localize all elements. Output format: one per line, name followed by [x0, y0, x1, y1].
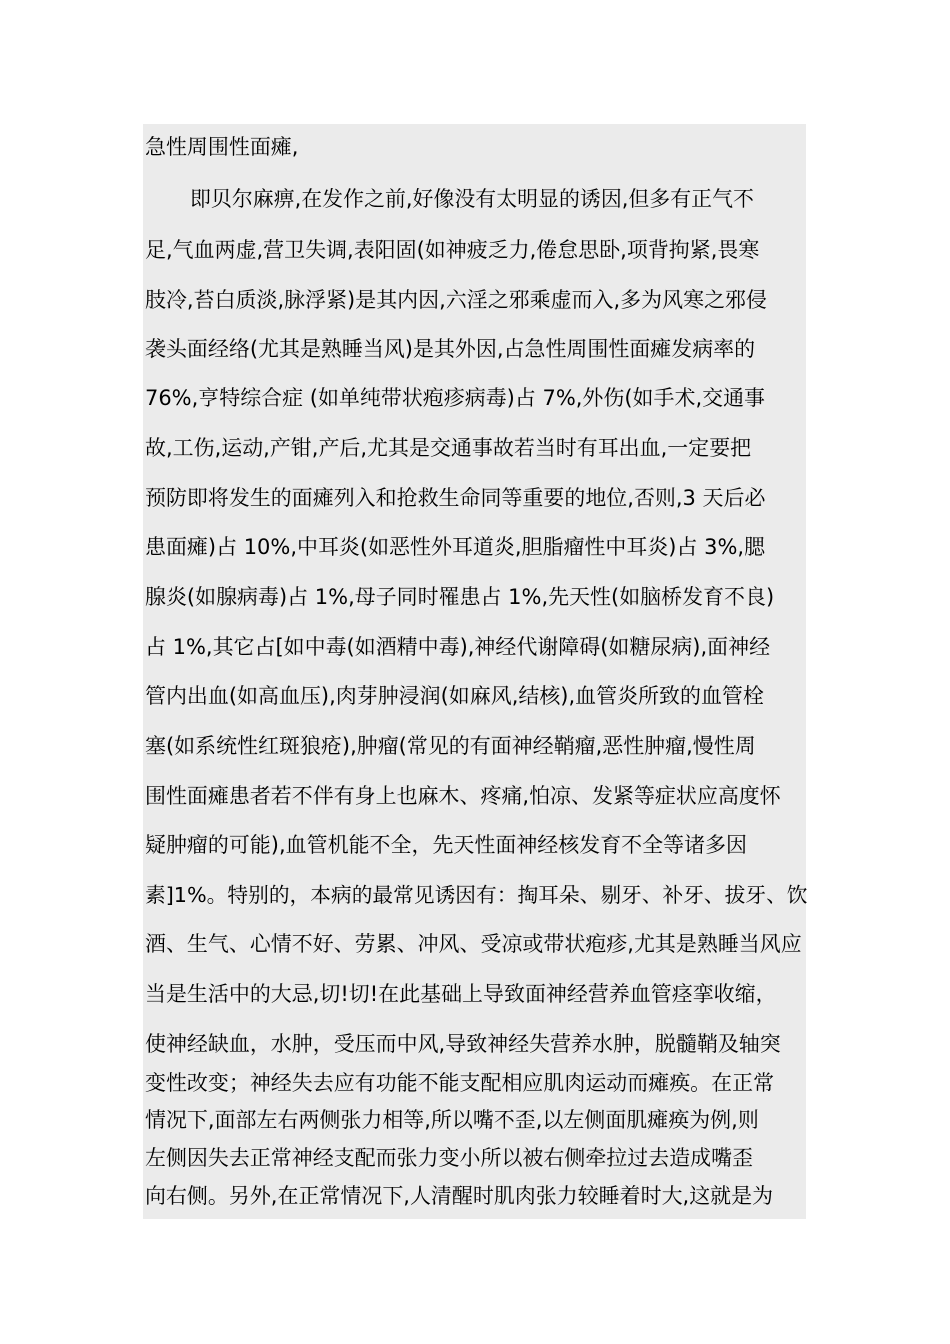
paragraph-line: 疑肿瘤的可能),血管机能不全，先天性面神经核发育不全等诸多因	[145, 833, 747, 857]
paragraph-line: 袭头面经络(尤其是熟睡当风)是其外因,占急性周围性面瘫发病率的	[145, 337, 756, 361]
paragraph-line: 酒、生气、心情不好、劳累、冲风、受凉或带状疱疹,尤其是熟睡当风应	[145, 932, 802, 956]
paragraph-line: 左侧因失去正常神经支配而张力变小所以被右侧牵拉过去造成嘴歪	[145, 1146, 754, 1170]
paragraph-line: 当是生活中的大忌,切!切!在此基础上导致面神经营养血管痉挛收缩，	[145, 982, 777, 1006]
paragraph-line: 肢冷,苔白质淡,脉浮紧)是其内因,六淫之邪乘虚而入,多为风寒之邪侵	[145, 288, 767, 312]
paragraph-line: 塞(如系统性红斑狼疮),肿瘤(常见的有面神经鞘瘤,恶性肿瘤,慢性周	[145, 734, 756, 758]
paragraph-line: 管内出血(如高血压),肉芽肿浸润(如麻风,结核),血管炎所致的血管栓	[145, 684, 764, 708]
paragraph-line: 围性面瘫患者若不伴有身上也麻木、疼痛,怕凉、发紧等症状应高度怀	[145, 784, 781, 808]
heading-line: 急性周围性面瘫,	[145, 135, 299, 159]
paragraph-line: 预防即将发生的面瘫列入和抢救生命同等重要的地位,否则,3 天后必	[145, 486, 766, 510]
paragraph-line: 素]1%。特别的，本病的最常见诱因有：掏耳朵、剔牙、补牙、拔牙、饮	[145, 883, 808, 907]
paragraph-line: 足,气血两虚,营卫失调,表阳固(如神疲乏力,倦怠思卧,项背拘紧,畏寒	[145, 238, 760, 262]
paragraph-line: 76%,亨特综合症 (如单纯带状疱疹病毒)占 7%,外伤(如手术,交通事	[145, 386, 766, 410]
paragraph-line: 故,工伤,运动,产钳,产后,尤其是交通事故若当时有耳出血,一定要把	[145, 436, 752, 460]
paragraph-line: 变性改变；神经失去应有功能不能支配相应肌肉运动而瘫痪。在正常	[145, 1071, 775, 1095]
paragraph-line: 患面瘫)占 10%,中耳炎(如恶性外耳道炎,胆脂瘤性中耳炎)占 3%,腮	[145, 535, 766, 559]
paragraph-line: 向右侧。另外,在正常情况下,人清醒时肌肉张力较睡着时大,这就是为	[145, 1184, 774, 1208]
paragraph-line: 腺炎(如腺病毒)占 1%,母子同时罹患占 1%,先天性(如脑桥发育不良)	[145, 585, 775, 609]
paragraph-line: 占 1%,其它占[如中毒(如酒精中毒),神经代谢障碍(如糖尿病),面神经	[145, 635, 771, 659]
paragraph-line: 使神经缺血，水肿，受压而中风,导致神经失营养水肿，脱髓鞘及轴突	[145, 1032, 781, 1056]
paragraph-line: 即贝尔麻痹,在发作之前,好像没有太明显的诱因,但多有正气不	[190, 187, 754, 211]
paragraph-line: 情况下,面部左右两侧张力相等,所以嘴不歪,以左侧面肌瘫痪为例,则	[145, 1108, 759, 1132]
